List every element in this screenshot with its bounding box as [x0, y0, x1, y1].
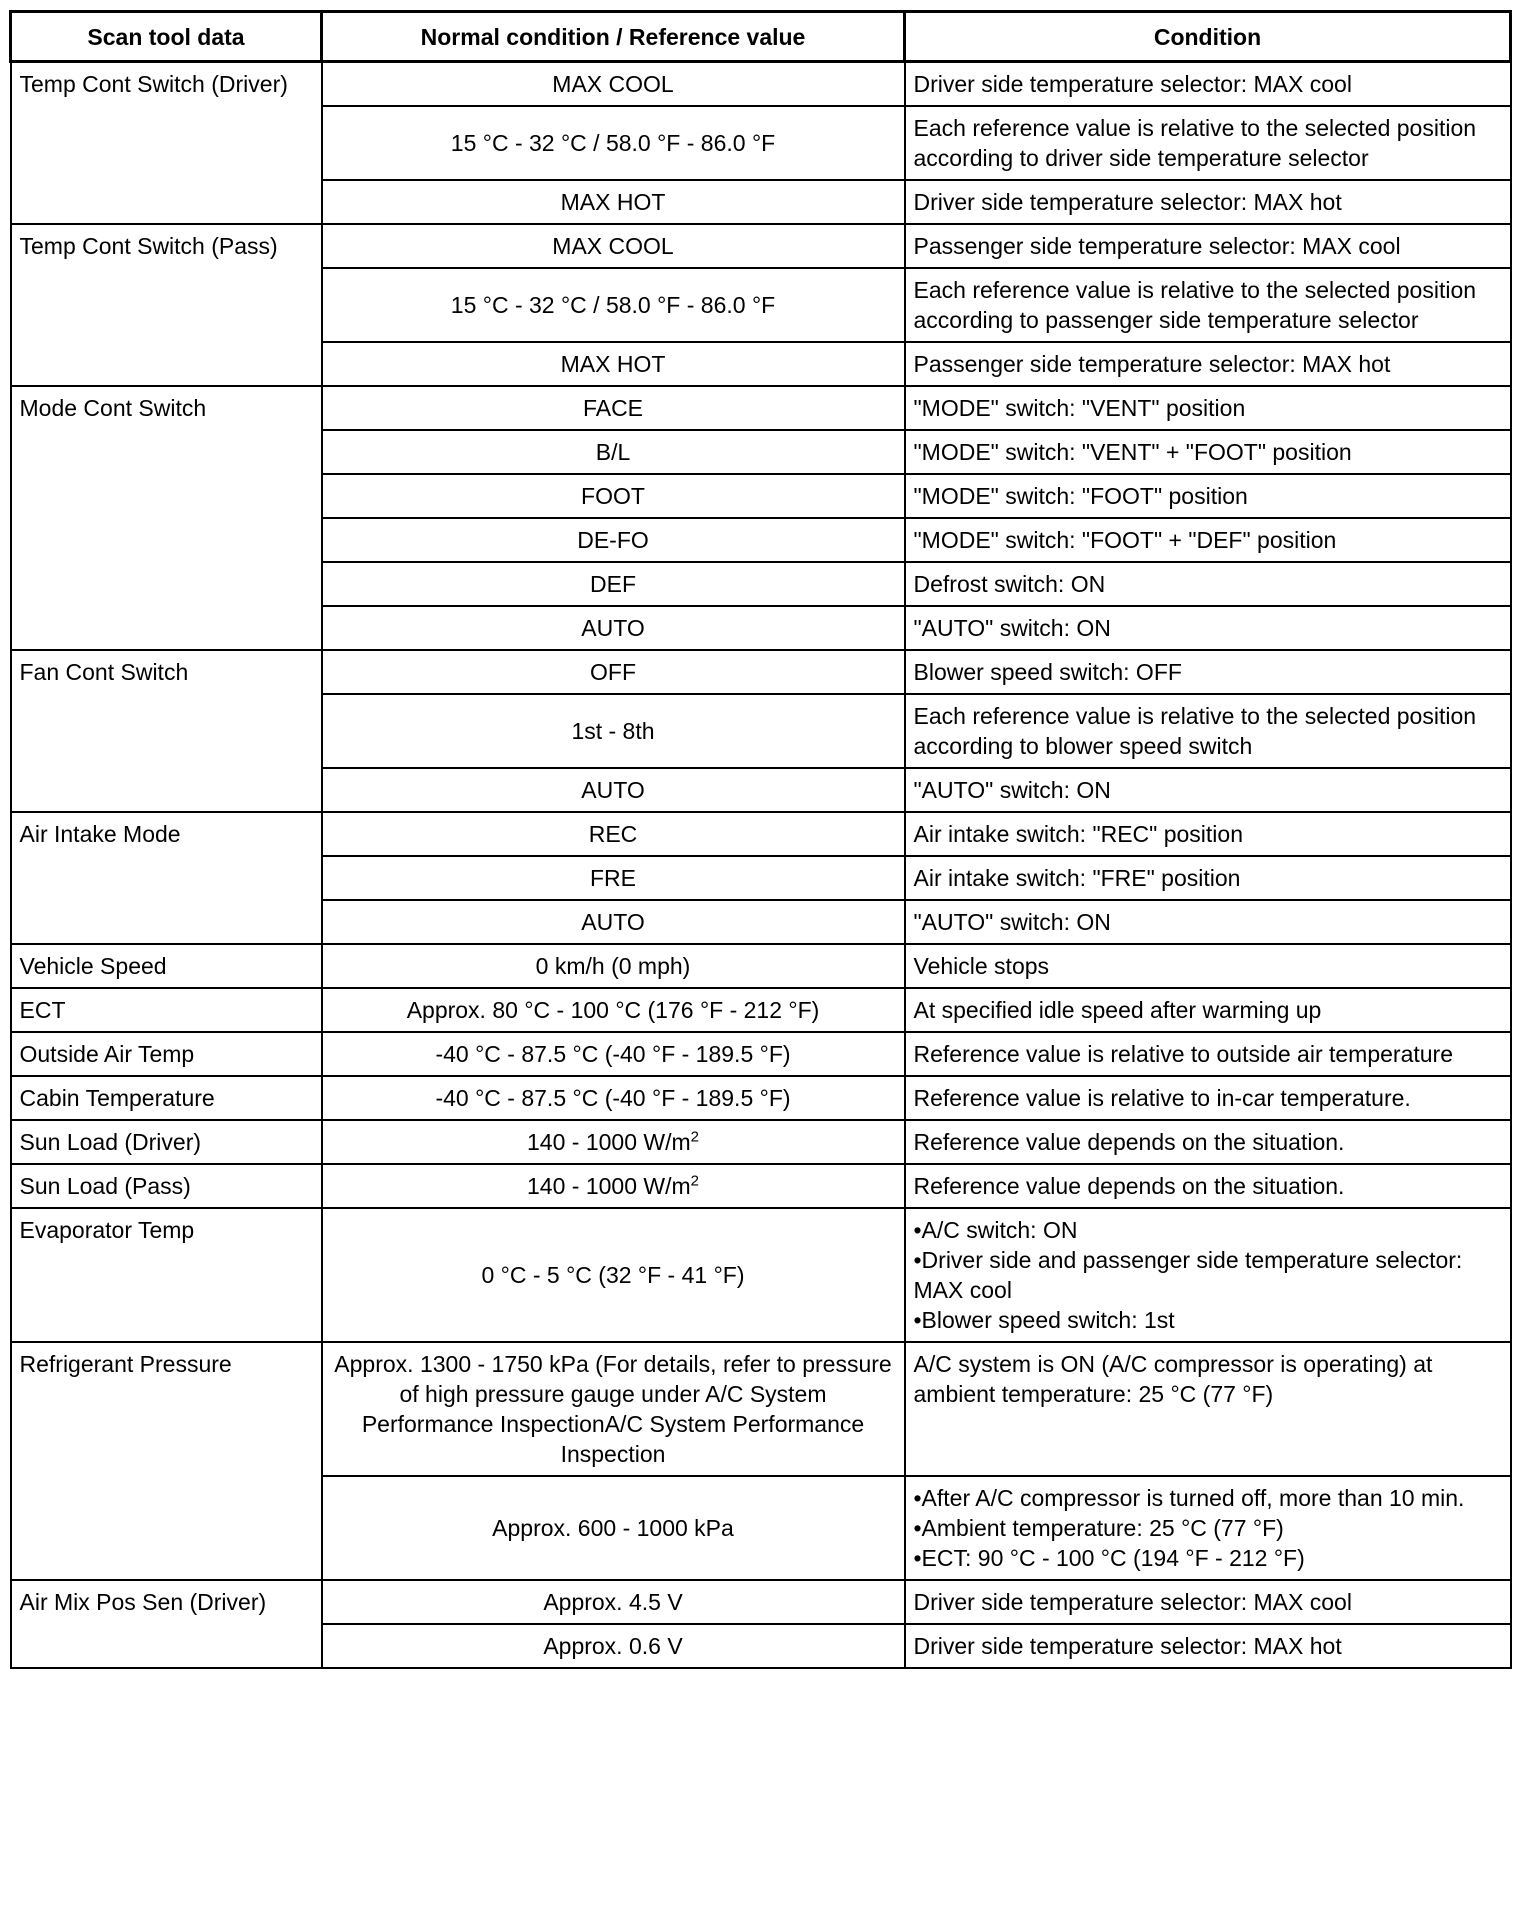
reference-value-cell: [322, 1476, 905, 1580]
reference-value: 15 °C - 32 °C / 58.0 °F - 86.0 °F: [450, 292, 776, 318]
reference-value: Approx. 1300 - 1750 kPa (For details, refer to pressure of high pressure gauge under A/C System Performance InspectionA/C System Performance Inspection: [334, 1351, 892, 1467]
condition-cell: [905, 180, 1511, 224]
reference-value: DEF: [590, 571, 636, 597]
condition-cell: [905, 988, 1511, 1032]
scan-tool-item: Sun Load (Pass): [11, 1164, 322, 1208]
scan-tool-item: Air Intake Mode: [11, 812, 322, 944]
unit-exponent: 2: [690, 1172, 699, 1190]
table-row: [11, 1076, 1511, 1120]
reference-value-cell: [322, 342, 905, 386]
reference-value-cell: [322, 1342, 905, 1476]
scan-tool-item: Cabin Temperature: [11, 1076, 322, 1120]
reference-value: MAX COOL: [552, 71, 674, 97]
reference-value: Approx. 0.6 V: [543, 1633, 683, 1659]
condition-text: Driver side temperature selector: MAX cool: [913, 71, 1352, 97]
condition-text: At specified idle speed after warming up: [913, 997, 1322, 1023]
condition-cell: [905, 474, 1511, 518]
reference-value-cell: [322, 856, 905, 900]
condition-text: Driver side temperature selector: MAX cool: [913, 1589, 1352, 1615]
reference-value-cell: [322, 1624, 905, 1668]
reference-value: AUTO: [581, 615, 645, 641]
condition-cell: [905, 606, 1511, 650]
condition-cell: [905, 518, 1511, 562]
reference-value: Approx. 4.5 V: [543, 1589, 683, 1615]
reference-value-cell: [322, 268, 905, 342]
table-row: [11, 62, 1511, 107]
condition-cell: [905, 1076, 1511, 1120]
condition-cell: [905, 562, 1511, 606]
reference-value-cell: [322, 224, 905, 268]
condition-text: "AUTO" switch: ON: [913, 909, 1111, 935]
condition-cell: [905, 1032, 1511, 1076]
condition-text: Air intake switch: "FRE" position: [913, 865, 1241, 891]
condition-cell: [905, 900, 1511, 944]
condition-text: Driver side temperature selector: MAX hot: [913, 189, 1342, 215]
scan-tool-item: Mode Cont Switch: [11, 386, 322, 650]
header-reference-value: Normal condition / Reference value: [322, 12, 905, 62]
condition-text: Defrost switch: ON: [913, 571, 1106, 597]
condition-cell: [905, 1164, 1511, 1208]
reference-value: DE-FO: [577, 527, 649, 553]
reference-value-cell: [322, 430, 905, 474]
scan-tool-item: Refrigerant Pressure: [11, 1342, 322, 1580]
unit-exponent: 2: [690, 1128, 699, 1146]
reference-value-cell: [322, 944, 905, 988]
condition-text: Each reference value is relative to the selected position according to driver side temperature selector: [913, 115, 1477, 171]
scan-tool-data-table: [9, 10, 1512, 1669]
reference-value-cell: [322, 694, 905, 768]
reference-value-cell: [322, 900, 905, 944]
table-row: [11, 386, 1511, 430]
condition-text: Driver side temperature selector: MAX hot: [913, 1633, 1342, 1659]
condition-cell: [905, 342, 1511, 386]
condition-cell: [905, 1580, 1511, 1624]
condition-text: •A/C switch: ON: [913, 1217, 1078, 1243]
condition-text: •Ambient temperature: 25 °C (77 °F): [913, 1515, 1284, 1541]
reference-value: AUTO: [581, 909, 645, 935]
table-row: [11, 1120, 1511, 1164]
table-body: [11, 62, 1511, 1669]
condition-cell: [905, 856, 1511, 900]
condition-cell: [905, 106, 1511, 180]
reference-value-cell: [322, 562, 905, 606]
reference-value-cell: [322, 62, 905, 107]
table-row: [11, 812, 1511, 856]
scan-tool-item: Air Mix Pos Sen (Driver): [11, 1580, 322, 1668]
reference-value-cell: [322, 1208, 905, 1342]
condition-cell: [905, 62, 1511, 107]
reference-value: REC: [588, 821, 638, 847]
reference-value: MAX COOL: [552, 233, 674, 259]
table-row: [11, 1032, 1511, 1076]
condition-cell: [905, 1208, 1511, 1342]
reference-value-cell: [322, 1032, 905, 1076]
reference-value-cell: [322, 1164, 905, 1208]
condition-cell: [905, 386, 1511, 430]
table-row: [11, 944, 1511, 988]
condition-text: Air intake switch: "REC" position: [913, 821, 1244, 847]
condition-text: Blower speed switch: OFF: [913, 659, 1182, 685]
condition-text: "MODE" switch: "FOOT" + "DEF" position: [913, 527, 1337, 553]
reference-value-cell: [322, 988, 905, 1032]
table-row: [11, 1164, 1511, 1208]
condition-cell: [905, 1120, 1511, 1164]
header-row: [11, 12, 1511, 62]
condition-text: Passenger side temperature selector: MAX hot: [913, 351, 1391, 377]
reference-value: MAX HOT: [560, 189, 666, 215]
reference-value: FOOT: [581, 483, 645, 509]
condition-cell: [905, 650, 1511, 694]
reference-value: OFF: [590, 659, 636, 685]
reference-value-cell: [322, 1580, 905, 1624]
scan-tool-item: Temp Cont Switch (Pass): [11, 224, 322, 386]
condition-text: •Driver side and passenger side temperature selector: MAX cool: [913, 1247, 1463, 1303]
scan-tool-item: ECT: [11, 988, 322, 1032]
scan-tool-item: Fan Cont Switch: [11, 650, 322, 812]
condition-cell: [905, 1342, 1511, 1476]
scan-tool-item: Sun Load (Driver): [11, 1120, 322, 1164]
reference-value: Approx. 80 °C - 100 °C (176 °F - 212 °F): [406, 997, 820, 1023]
condition-text: Reference value is relative to in-car temperature.: [913, 1085, 1411, 1111]
reference-value-cell: [322, 386, 905, 430]
reference-value: 0 km/h (0 mph): [535, 953, 691, 979]
table-row: [11, 988, 1511, 1032]
table-row: [11, 650, 1511, 694]
reference-value-cell: [322, 180, 905, 224]
condition-cell: [905, 768, 1511, 812]
condition-text: Each reference value is relative to the selected position according to blower speed switch: [913, 703, 1477, 759]
condition-cell: [905, 1624, 1511, 1668]
reference-value: -40 °C - 87.5 °C (-40 °F - 189.5 °F): [435, 1041, 791, 1067]
condition-text: Reference value is relative to outside air temperature: [913, 1041, 1454, 1067]
header-condition: Condition: [905, 12, 1511, 62]
reference-value-cell: [322, 606, 905, 650]
condition-text: "AUTO" switch: ON: [913, 777, 1111, 803]
condition-text: Vehicle stops: [913, 953, 1050, 979]
reference-value: FACE: [582, 395, 644, 421]
reference-value: 0 °C - 5 °C (32 °F - 41 °F): [481, 1262, 745, 1288]
condition-text: •ECT: 90 °C - 100 °C (194 °F - 212 °F): [913, 1545, 1305, 1571]
reference-value-cell: [322, 1120, 905, 1164]
reference-value-cell: [322, 650, 905, 694]
condition-cell: [905, 224, 1511, 268]
table-row: [11, 1342, 1511, 1476]
condition-cell: [905, 944, 1511, 988]
reference-value: -40 °C - 87.5 °C (-40 °F - 189.5 °F): [435, 1085, 791, 1111]
condition-text: Passenger side temperature selector: MAX cool: [913, 233, 1401, 259]
reference-value: B/L: [595, 439, 631, 465]
table-row: [11, 224, 1511, 268]
condition-text: •After A/C compressor is turned off, more than 10 min.: [913, 1485, 1465, 1511]
reference-value-cell: [322, 518, 905, 562]
condition-cell: [905, 268, 1511, 342]
condition-text: Each reference value is relative to the selected position according to passenger side temperature selector: [913, 277, 1477, 333]
reference-value: MAX HOT: [560, 351, 666, 377]
condition-cell: [905, 430, 1511, 474]
header-scan-tool-data: Scan tool data: [11, 12, 322, 62]
reference-value: 1st - 8th: [571, 718, 655, 744]
reference-value: Approx. 600 - 1000 kPa: [492, 1515, 734, 1541]
reference-value-cell: [322, 768, 905, 812]
condition-text: Reference value depends on the situation.: [913, 1129, 1345, 1155]
scan-tool-item: Vehicle Speed: [11, 944, 322, 988]
reference-value-cell: [322, 1076, 905, 1120]
condition-text: Reference value depends on the situation.: [913, 1173, 1345, 1199]
condition-cell: [905, 812, 1511, 856]
reference-value: AUTO: [581, 777, 645, 803]
condition-text: "MODE" switch: "FOOT" position: [913, 483, 1248, 509]
scan-tool-item: Temp Cont Switch (Driver): [11, 62, 322, 225]
table-row: [11, 1580, 1511, 1624]
reference-value: FRE: [590, 865, 636, 891]
condition-text: "AUTO" switch: ON: [913, 615, 1111, 641]
reference-value-cell: [322, 474, 905, 518]
reference-value: 140 - 1000 W/m: [527, 1173, 691, 1199]
reference-value: 140 - 1000 W/m: [527, 1129, 691, 1155]
condition-cell: [905, 694, 1511, 768]
table-row: [11, 1208, 1511, 1342]
condition-text: "MODE" switch: "VENT" position: [913, 395, 1246, 421]
reference-value-cell: [322, 812, 905, 856]
condition-text: "MODE" switch: "VENT" + "FOOT" position: [913, 439, 1352, 465]
reference-value: 15 °C - 32 °C / 58.0 °F - 86.0 °F: [450, 130, 776, 156]
reference-value-cell: [322, 106, 905, 180]
condition-text: A/C system is ON (A/C compressor is operating) at ambient temperature: 25 °C (77 °F): [913, 1351, 1433, 1407]
condition-cell: [905, 1476, 1511, 1580]
scan-tool-item: Outside Air Temp: [11, 1032, 322, 1076]
scan-tool-item: Evaporator Temp: [11, 1208, 322, 1342]
condition-text: •Blower speed switch: 1st: [913, 1307, 1175, 1333]
